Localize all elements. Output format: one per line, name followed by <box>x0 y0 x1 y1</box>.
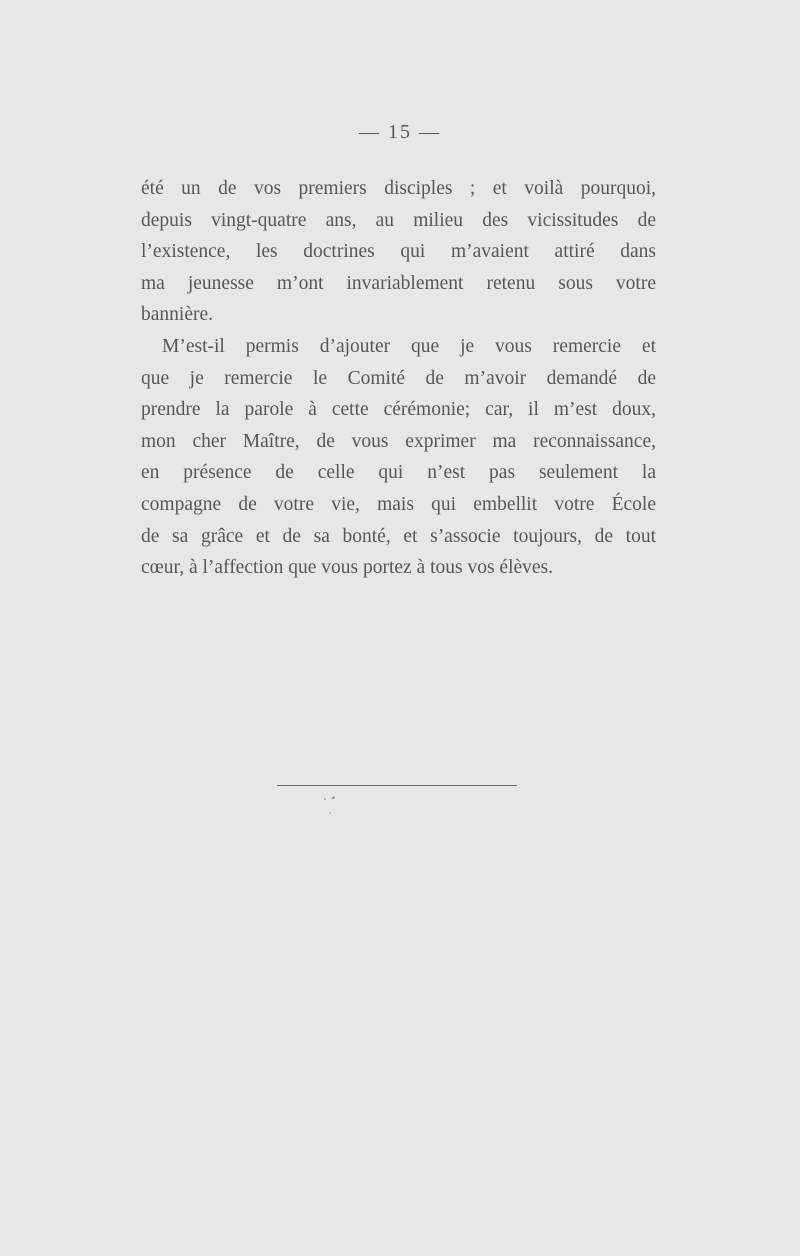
text-line: de sa grâce et de sa bonté, et s’associe toujours, de tout <box>141 525 656 547</box>
text-line: ma jeunesse m’ont invariablement retenu sous votre <box>141 272 656 294</box>
end-rule <box>277 785 517 786</box>
text-line: cœur, à l’affection que vous portez à tous vos élèves. <box>141 557 554 579</box>
text-line: l’existence, les doctrines qui m’avaient attiré dans <box>141 241 656 263</box>
page-number: — 15 — <box>359 121 441 143</box>
text-line: que je remercie le Comité de m’avoir demandé de <box>141 367 656 389</box>
text-line: en présence de celle qui n’est pas seulement la <box>141 462 656 484</box>
text-line: M’est-il permis d’ajouter que je vous remercie et <box>162 335 656 357</box>
text-line: mon cher Maître, de vous exprimer ma reconnaissance, <box>141 430 656 452</box>
text-line: prendre la parole à cette cérémonie; car, il m’est doux, <box>141 399 656 421</box>
text-line: été un de vos premiers disciples ; et voilà pourquoi, <box>141 178 656 199</box>
text-line: compagne de votre vie, mais qui embellit votre École <box>141 493 656 515</box>
ink-specks <box>319 792 349 822</box>
text-line: bannière. <box>141 304 214 326</box>
body-text <box>141 173 656 584</box>
text-line: depuis vingt-quatre ans, au milieu des vicissitudes de <box>141 209 656 231</box>
